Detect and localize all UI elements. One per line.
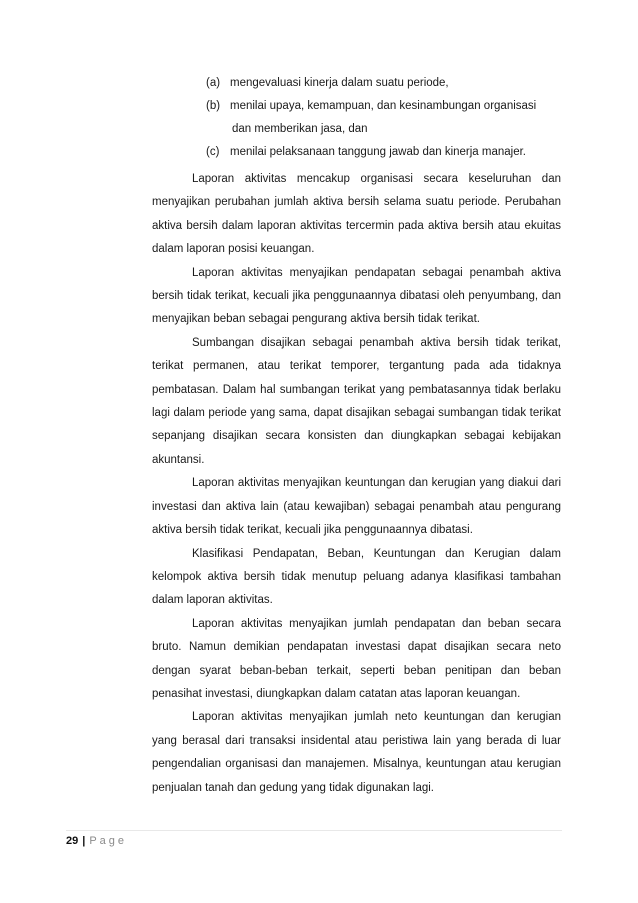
paragraph: Laporan aktivitas mencakup organisasi secara keseluruhan dan menyajikan perubahan jumlah aktiva bersih selama suatu periode. Perubahan aktiva bersih dalam laporan aktivitas tercermin pada aktiva bersih atau ekuitas dalam laporan posisi keuangan.	[152, 173, 561, 256]
page-number: 29	[66, 835, 79, 847]
list-marker: (c)	[206, 146, 220, 158]
list-item	[206, 95, 586, 118]
paragraph: Laporan aktivitas menyajikan jumlah pendapatan dan beban secara bruto. Namun demikian pendapatan investasi dapat disajikan secara neto dengan syarat beban-beban terkait, seperti beban penitipan dan beban penasihat investasi, diungkapkan dalam catatan atas laporan keuangan.	[152, 617, 561, 700]
footer-separator: |	[82, 835, 86, 847]
paragraph: Laporan aktivitas menyajikan keuntungan dan kerugian yang diakui dari investasi dan aktiva lain (atau kewajiban) sebagai penambah atau pengurang aktiva bersih tidak terikat, kecuali jika penggunaannya dibatasi.	[152, 477, 561, 537]
list-item	[206, 141, 586, 164]
list-marker: (a)	[206, 77, 221, 89]
list-item-continuation	[206, 118, 586, 141]
paragraph: Laporan aktivitas menyajikan jumlah neto keuntungan dan kerugian yang berasal dari transaksi insidental atau peristiwa lain yang berada di luar pengendalian organisasi dan manajemen. Misalnya, keuntungan atau kerugian penjualan tanah dan gedung yang tidak digunakan lagi.	[152, 711, 561, 794]
footer-divider	[66, 830, 562, 831]
list-marker: (b)	[206, 100, 221, 112]
list-item-text: dan memberikan jasa, dan	[232, 123, 368, 135]
list-item-text: menilai upaya, kemampuan, dan kesinambungan organisasi	[230, 100, 537, 112]
body-text	[152, 168, 561, 800]
list-item-text: mengevaluasi kinerja dalam suatu periode,	[230, 77, 449, 89]
paragraph: Klasifikasi Pendapatan, Beban, Keuntungan dan Kerugian dalam kelompok aktiva bersih tidak menutup peluang adanya klasifikasi tambahan dalam laporan aktivitas.	[152, 547, 561, 607]
list-item	[206, 72, 586, 95]
page-footer	[66, 835, 127, 847]
page-label: Page	[89, 835, 128, 847]
paragraph: Laporan aktivitas menyajikan pendapatan sebagai penambah aktiva bersih tidak terikat, kecuali jika penggunaannya dibatasi oleh penyumbang, dan menyajikan beban sebagai pengurang aktiva bersih tidak terikat.	[152, 266, 561, 326]
paragraph: Sumbangan disajikan sebagai penambah aktiva bersih tidak terikat, terikat permanen, atau terikat temporer, tergantung pada ada tidaknya pembatasan. Dalam hal sumbangan terikat yang pembatasannya tidak berlaku lagi dalam periode yang sama, dapat disajikan sebagai sumbangan tidak terikat sepanjang disajikan secara konsisten dan diungkapkan sebagai kebijakan akuntansi.	[152, 336, 561, 466]
criteria-list	[206, 72, 586, 164]
list-item-text: menilai pelaksanaan tanggung jawab dan kinerja manajer.	[230, 146, 527, 158]
